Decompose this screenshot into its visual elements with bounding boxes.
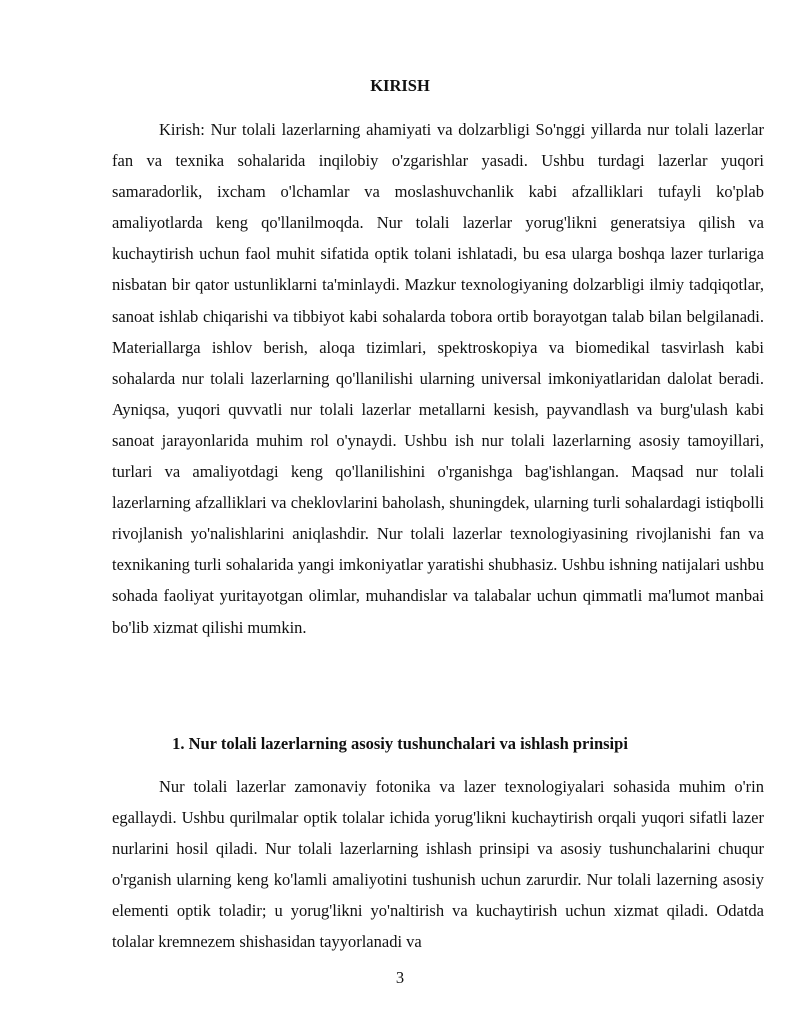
- intro-paragraph: Kirish: Nur tolali lazerlarning ahamiyati va dolzarbligi So'nggi yillarda nur tolali lazerlar fan va texnika sohalarida inqilobiy o'zgarishlar yasadi. Ushbu turdagi lazerlar yuqori samaradorlik, ixcham o'lchamlar va moslashuvchanlik kabi afzalliklari tufayli ko'plab amaliyotlarda keng qo'llanilmoqda. Nur tolali lazerlar yorug'likni generatsiya qilish va kuchaytirish uchun faol muhit sifatida optik tolani ishlatadi, bu esa ularga boshqa lazer turlariga nisbatan bir qator ustunliklarni ta'minlaydi. Mazkur texnologiyaning dolzarbligi ilmiy tadqiqotlar, sanoat ishlab chiqarishi va tibbiyot kabi sohalarda tobora ortib borayotgan talab bilan belgilanadi. Materiallarga ishlov berish, aloqa tizimlari, spektroskopiya va biomedikal tasvirlash kabi sohalarda nur tolali lazerlarning qo'llanilishi ularning universal imkoniyatlaridan dalolat beradi. Ayniqsa, yuqori quvvatli nur tolali lazerlar metallarni kesish, payvandlash va burg'ulash kabi sanoat jarayonlarida muhim rol o'ynaydi. Ushbu ish nur tolali lazerlarning asosiy tamoyillari, turlari va amaliyotdagi keng qo'llanilishini o'rganishga bag'ishlangan. Maqsad nur tolali lazerlarning afzalliklari va cheklovlarini baholash, shuningdek, ularning turli sohalardagi istiqbolli rivojlanish yo'nalishlarini aniqlashdir. Nur tolali lazerlar texnologiyasining rivojlanishi fan va texnikaning turli sohalarida yangi imkoniyatlar yaratishi shubhasiz. Ushbu ishning natijalari ushbu sohada faoliyat yuritayotgan olimlar, muhandislar va talabalar uchun qimmatli ma'lumot manbai bo'lib xizmat qilishi mumkin.: [112, 120, 764, 637]
- section-heading: 1. Nur tolali lazerlarning asosiy tushunchalari va ishlash prinsipi: [172, 734, 628, 753]
- section-paragraph: Nur tolali lazerlar zamonaviy fotonika va lazer texnologiyalari sohasida muhim o'rin egallaydi. Ushbu qurilmalar optik tolalar ichida yorug'likni kuchaytirish orqali yuqori sifatli lazer nurlarini hosil qiladi. Nur tolali lazerlarning ishlash prinsipi va asosiy tushunchalarini chuqur o'rganish ularning keng ko'lamli amaliyotini tushunish uchun zarurdir. Nur tolali lazerning asosiy elementi optik toladir; u yorug'likni yo'naltirish va kuchaytirish uchun xizmat qiladi. Odatda tolalar kremnezem shishasidan tayyorlanadi va: [112, 777, 764, 952]
- page-number: 3: [395, 968, 405, 987]
- page-title: KIRISH: [370, 76, 430, 95]
